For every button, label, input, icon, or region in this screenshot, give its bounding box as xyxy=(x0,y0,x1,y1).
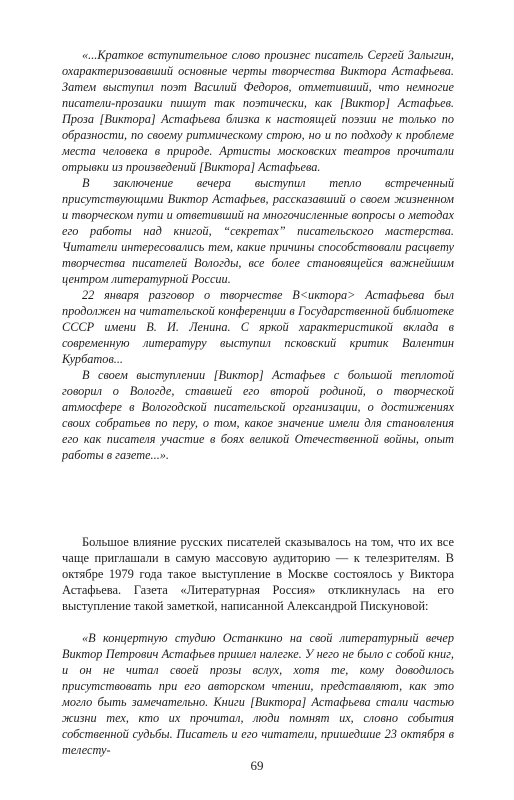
quote-paragraph: В своем выступлении [Виктор] Астафьев с большой теплотой говорил о Вологде, ставшей его второй родиной, о творческой атмосфере в Вологодской писательской организации, о достижениях своих собратьев по перу, о том, какое значение имели для становления его как писателя участие в боях великой Отечественной войны, опыт работы в газете...». xyxy=(62,368,454,462)
quote-paragraph: 22 января разговор о творчестве В<иктора> Астафьева был продолжен на читательской конференции в Государственной библиотеке СССР имени В. И. Ленина. С яркой характеристикой вклада в современную литературу выступил псковский критик Валентин Курбатов... xyxy=(62,288,454,366)
quote-paragraph: «...Краткое вступительное слово произнес писатель Сергей Залыгин, охарактеризовавший основные черты творчества Виктора Астафьева. Затем выступил поэт Василий Федоров, отметивший, что немногие писатели-прозаики пишут так поэтически, как [Виктор] Астафьев. Проза [Виктора] Астафьева близка к настоящей поэзии не только по образности, по своему ритмическому строю, но и по подходу к проблеме места человека в природе. Артисты московских театров прочитали отрывки из произведений [Виктора] Астафьева. xyxy=(62,48,454,174)
quote-section xyxy=(62,47,454,463)
page-number: 69 xyxy=(250,758,264,773)
second-quote-section xyxy=(62,630,454,758)
body-paragraph: Большое влияние русских писателей сказывалось на том, что их все чаще приглашали в самую массовую аудиторию — к телезрителям. В октябре 1979 года такое выступление в Москве состоялось у Виктора Астафьева. Газета «Литературная Россия» откликнулась на его выступление такой заметкой, написанной Александрой Пискуновой: xyxy=(62,535,454,613)
body-section xyxy=(62,534,454,614)
quote-paragraph: «В концертную студию Останкино на свой литературный вечер Виктор Петрович Астафьев пришел налегке. У него не было с собой книг, и он не читал своей прозы вслух, хотя те, кому доводилось присутствовать при его авторском чтении, представляют, как это могло быть замечательно. Книги [Виктора] Астафьева стали частью жизни тех, кто их прочитал, люди помнят их, словно события собственной судьбы. Писатель и его читатели, пришедшие 23 октября в телесту- xyxy=(62,631,454,757)
quote-paragraph: В заключение вечера выступил тепло встреченный присутствующими Виктор Астафьев, рассказавший о своем жизненном и творческом пути и ответивший на многочисленные вопросы о методах его работы над книгой, “секретах” писательского мастерства. Читатели интересовались тем, какие причины способствовали расцвету творчества писателей Вологды, все более становящейся важнейшим центром литературной России. xyxy=(62,176,454,286)
